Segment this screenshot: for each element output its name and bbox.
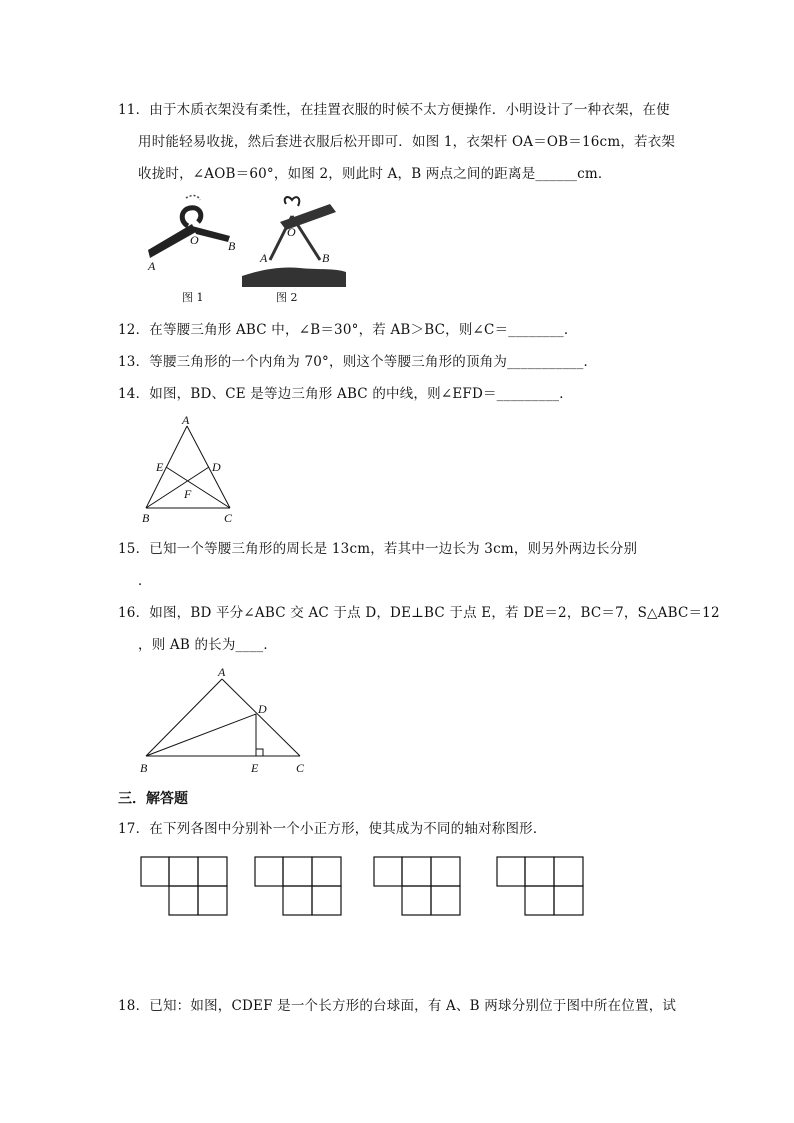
side-ac: [222, 679, 300, 756]
fig2-label-a: A: [260, 251, 268, 265]
section-3-title: 三．解答题: [118, 791, 188, 807]
q16-line-1: 16．如图，BD 平分∠ABC 交 AC 于点 D，DE⊥BC 于点 E，若 DE＝2，BC＝7，S△ABC＝12: [118, 605, 720, 621]
q17-grid-1: [140, 856, 230, 918]
q14-label-d: D: [212, 460, 221, 474]
q16-figure: [138, 664, 318, 774]
q14-label-e: E: [156, 460, 164, 474]
cloth-shape: [242, 267, 346, 287]
hanger-hook-2: [285, 197, 300, 206]
fig1-label-a: A: [148, 259, 156, 273]
q14-label-a: A: [182, 413, 190, 427]
fig2-label-b: B: [322, 251, 330, 265]
q11-line-2: 用时能轻易收拢，然后套进衣服后松开即可．如图 1，衣架杆 OA＝OB＝16cm，若衣架: [138, 134, 676, 150]
q17-grid-4: [496, 856, 586, 918]
q15-line-1: 15．已知一个等腰三角形的周长是 13cm，若其中一边长为 3cm，则另外两边长分别: [118, 541, 638, 557]
q14-label-c: C: [224, 511, 233, 525]
hanger-hook: [182, 208, 201, 226]
q11-figure-1-caption: 图 1: [182, 291, 204, 304]
hanger-hook-top: [186, 196, 200, 200]
q16-label-b: B: [140, 761, 148, 775]
q11-figure-2-caption: 图 2: [276, 291, 298, 304]
q11-figure-2: [240, 192, 350, 287]
q14-figure: [138, 413, 258, 526]
q14-label-b: B: [142, 511, 150, 525]
side-ab: [146, 679, 222, 756]
hanger-arm-oa: [148, 224, 196, 258]
q17-grid-3: [373, 856, 463, 918]
q17-text: 17．在下列各图中分别补一个小正方形，使其成为不同的轴对称图形．: [118, 821, 547, 837]
fig1-label-o: O: [190, 233, 199, 247]
q11-line-3: 收拢时，∠AOB＝60°，如图 2，则此时 A，B 两点之间的距离是______cm．: [138, 166, 612, 182]
q14-text: 14．如图，BD、CE 是等边三角形 ABC 的中线，则∠EFD＝_________．: [118, 386, 573, 402]
q17-grid-2: [254, 856, 344, 918]
q16-label-e: E: [251, 761, 259, 775]
q14-label-f: F: [184, 487, 192, 501]
q16-line-2: ，则 AB 的长为____．: [138, 637, 278, 653]
fig2-label-o: O: [287, 225, 296, 239]
bisector-bd: [146, 714, 256, 756]
q13-text: 13．等腰三角形的一个内角为 70°，则这个等腰三角形的顶角为___________．: [118, 354, 598, 370]
q16-label-a: A: [218, 665, 226, 679]
right-angle-mark: [256, 749, 263, 756]
q16-label-d: D: [258, 702, 267, 716]
fig1-label-b: B: [228, 239, 236, 253]
q18-text: 18．已知：如图，CDEF 是一个长方形的台球面，有 A、B 两球分别位于图中所在位置，试: [118, 998, 677, 1014]
q11-line-1: 11．由于木质衣架没有柔性，在挂置衣服的时候不太方便操作．小明设计了一种衣架，在使: [118, 102, 670, 118]
q15-line-2: ．: [138, 573, 152, 589]
q16-label-c: C: [296, 761, 305, 775]
q12-text: 12．在等腰三角形 ABC 中，∠B＝30°，若 AB＞BC，则∠C＝________．: [118, 322, 578, 338]
